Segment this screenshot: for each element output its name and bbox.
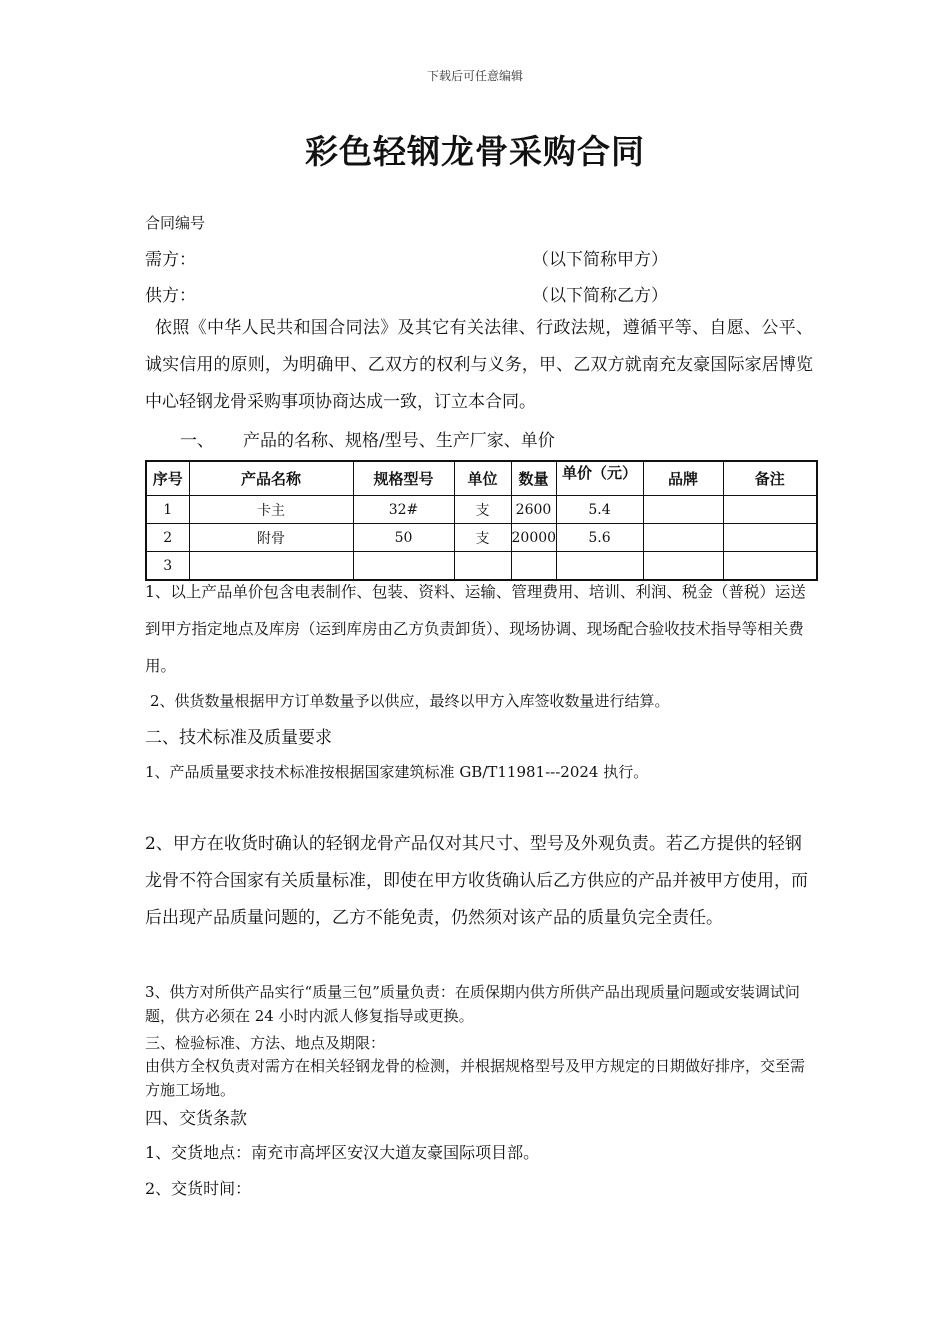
- contract-number-label: 合同编号: [145, 214, 206, 232]
- section1-number: 一、: [180, 431, 214, 451]
- table-cell: 卡主: [189, 496, 353, 524]
- section3-text: 由供方全权负责对需方在相关轻钢龙骨的检测，并根据规格型号及甲方规定的日期做好排序，交至需方施工场地。: [145, 1057, 806, 1099]
- section4-title: 四、交货条款: [145, 1109, 247, 1129]
- price-note: 1、以上产品单价包含电表制作、包装、资料、运输、管理费用、培训、利润、税金（普税）运送到甲方指定地点及库房（运到库房由乙方负责卸货）、现场协调、现场配合验收技术指导等相关费用。: [145, 583, 806, 675]
- table-header-cell: 产品名称: [189, 461, 353, 496]
- buyer-label: 需方：: [145, 250, 196, 270]
- buyer-suffix: （以下简称甲方）: [532, 250, 668, 270]
- section2-title: 二、技术标准及质量要求: [145, 728, 332, 748]
- table-header-cell: 数量: [511, 461, 556, 496]
- table-cell: [723, 524, 817, 552]
- table-header-row: [146, 461, 817, 496]
- table-cell: 3: [146, 552, 189, 581]
- table-cell: 2: [146, 524, 189, 552]
- table-row: [146, 496, 817, 524]
- table-cell: 附骨: [189, 524, 353, 552]
- table-cell: [643, 524, 723, 552]
- table-header-cell: 备注: [723, 461, 817, 496]
- table-cell: 5.4: [556, 496, 643, 524]
- table-header-cell: 序号: [146, 461, 189, 496]
- section2-item2: 2、甲方在收货时确认的轻钢龙骨产品仅对其尺寸、型号及外观负责。若乙方提供的轻钢龙骨不符合国家有关质量标准，即使在甲方收货确认后乙方供应的产品并被甲方使用，而后出现产品质量问题的，乙方不能免责，仍然须对该产品的质量负完全责任。: [145, 834, 808, 928]
- section4-item1: 1、交货地点：南充市高坪区安汉大道友豪国际项目部。: [145, 1143, 540, 1162]
- section2-item1: 1、产品质量要求技术标准按根据国家建筑标准 GB/T11981---2024 执行。: [145, 763, 649, 781]
- header-note: 下载后可任意编辑: [426, 69, 523, 83]
- table-cell: 50: [353, 524, 454, 552]
- section1-title: 产品的名称、规格/型号、生产厂家、单价: [243, 431, 555, 451]
- section3-title: 三、检验标准、方法、地点及期限：: [145, 1034, 386, 1052]
- document-title: 彩色轻钢龙骨采购合同: [305, 132, 645, 171]
- supplier-label: 供方：: [145, 286, 196, 306]
- section4-item2: 2、交货时间：: [145, 1179, 252, 1198]
- table-cell: 2600: [511, 496, 556, 524]
- section2-item3: 3、供方对所供产品实行“质量三包”质量负责：在质保期内供方所供产品出现质量问题或安装调试问题，供方必须在 24 小时内派人修复指导或更换。: [145, 983, 800, 1025]
- supplier-suffix: （以下简称乙方）: [532, 286, 668, 306]
- table-cell: 32#: [353, 496, 454, 524]
- table-cell: 支: [454, 496, 511, 524]
- table-cell: [643, 496, 723, 524]
- table-cell: 1: [146, 496, 189, 524]
- table-header-cell: 单价（元）: [556, 461, 643, 496]
- table-cell: 支: [454, 524, 511, 552]
- quantity-note: 2、供货数量根据甲方订单数量予以供应，最终以甲方入库签收数量进行结算。: [150, 692, 670, 710]
- table-cell: 5.6: [556, 524, 643, 552]
- intro-paragraph: 依照《中华人民共和国合同法》及其它有关法律、行政法规，遵循平等、自愿、公平、诚实信用的原则，为明确甲、乙双方的权利与义务，甲、乙双方就南充友豪国际家居博览中心轻钢龙骨采购事项协商达成一致，订立本合同。: [145, 318, 813, 412]
- table-cell: [723, 496, 817, 524]
- table-header-cell: 单位: [454, 461, 511, 496]
- product-table: [145, 460, 818, 581]
- table-row: [146, 524, 817, 552]
- table-header-cell: 规格型号: [353, 461, 454, 496]
- table-cell: 20000: [511, 524, 556, 552]
- table-header-cell: 品牌: [643, 461, 723, 496]
